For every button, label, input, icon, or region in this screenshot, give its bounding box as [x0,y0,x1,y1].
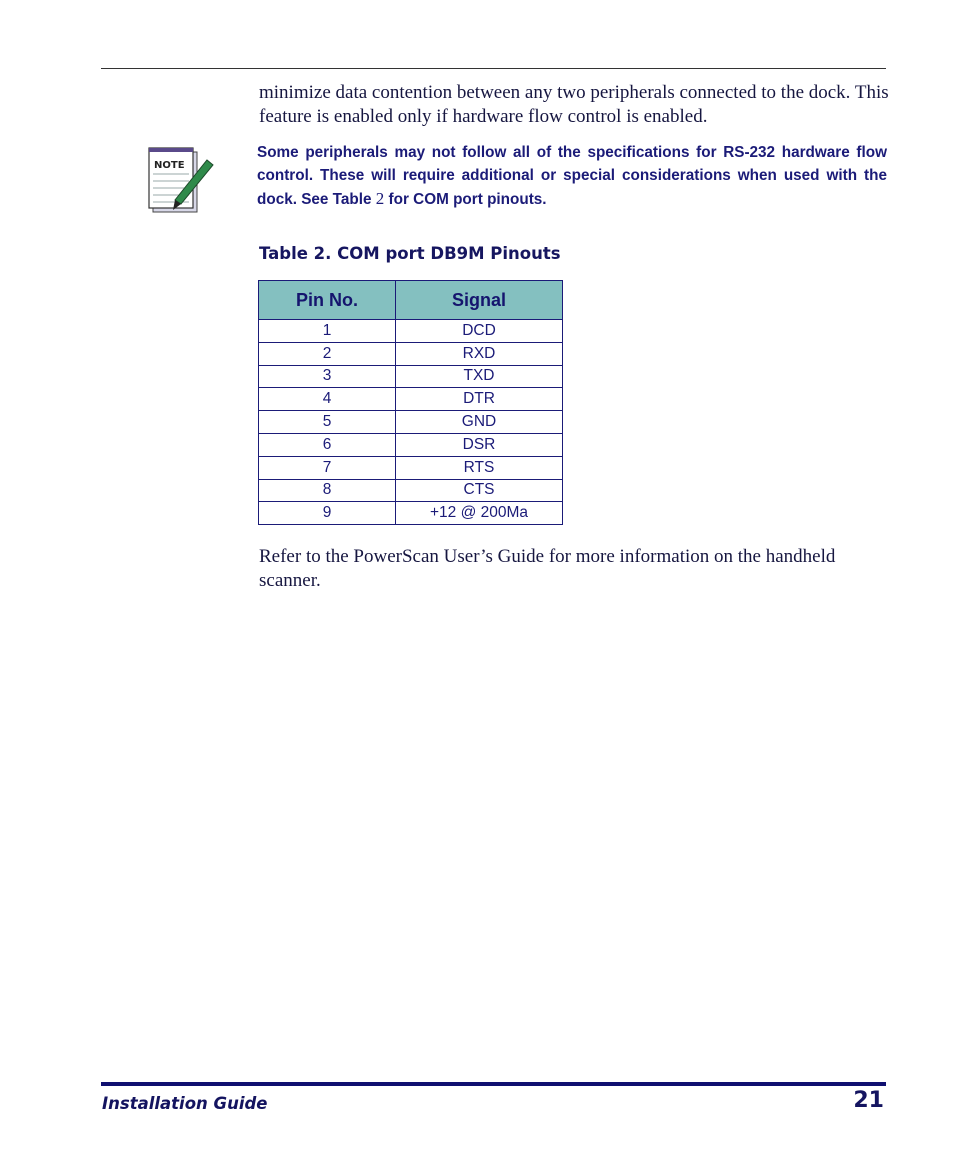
note-icon-label: NOTE [154,160,185,171]
pin-number-cell: 9 [259,502,396,525]
pin-number-cell: 6 [259,433,396,456]
pin-number-cell: 2 [259,342,396,365]
table-row [259,365,563,388]
signal-cell: RTS [396,456,563,479]
pin-number-cell: 7 [259,456,396,479]
table-row [259,479,563,502]
header-rule [101,68,886,69]
note-table-reference: 2 [375,189,385,208]
pin-number-cell: 1 [259,320,396,343]
table-row [259,433,563,456]
pin-number-cell: 3 [259,365,396,388]
footer-rule [101,1082,886,1086]
footer-title: Installation Guide [102,1094,268,1113]
signal-cell: CTS [396,479,563,502]
signal-cell: RXD [396,342,563,365]
com-port-pinout-table [258,280,563,525]
signal-cell: DTR [396,388,563,411]
table-row [259,388,563,411]
body-paragraph-intro: minimize data contention between any two peripherals connected to the dock. This feature is enabled only if hardware flow control is enabled. [259,82,889,127]
note-text [257,141,887,211]
body-paragraph-reference: Refer to the PowerScan User’s Guide for more information on the handheld scanner. [259,546,836,591]
table-row [259,342,563,365]
signal-cell: DSR [396,433,563,456]
table-row [259,320,563,343]
page-number: 21 [853,1088,884,1113]
signal-cell: +12 @ 200Ma [396,502,563,525]
pin-number-cell: 8 [259,479,396,502]
table-header-row [259,281,563,320]
note-pad-pen-icon [145,146,215,218]
table-caption: Table 2. COM port DB9M Pinouts [259,244,561,263]
signal-cell: TXD [396,365,563,388]
table-row [259,502,563,525]
pin-number-cell: 5 [259,411,396,434]
note-text-start: Some peripherals may not follow all of the specifications for RS-232 hardware flow control. These will require additional or special considerations when used with the dock. See Table [257,144,887,208]
signal-cell: DCD [396,320,563,343]
header-pin-no: Pin No. [259,281,396,320]
table-row [259,456,563,479]
signal-cell: GND [396,411,563,434]
pin-number-cell: 4 [259,388,396,411]
header-signal: Signal [396,281,563,320]
table-row [259,411,563,434]
note-text-end: for COM port pinouts. [384,191,547,208]
